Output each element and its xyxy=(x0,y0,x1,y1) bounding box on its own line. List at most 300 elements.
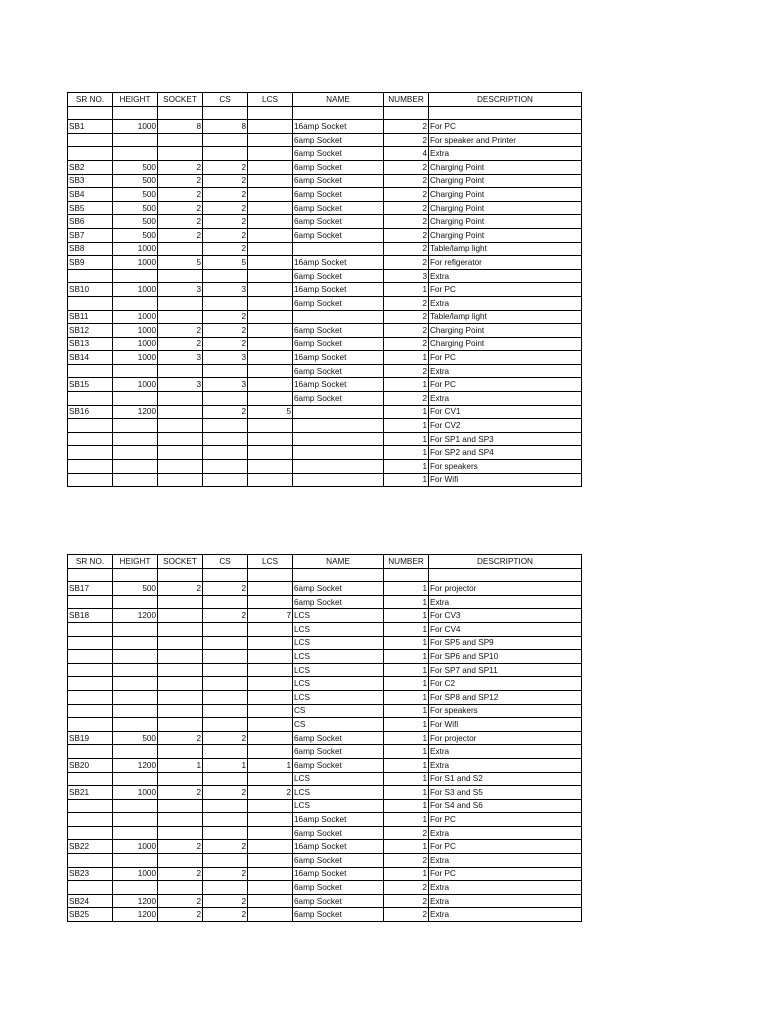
cell-height: 1000 xyxy=(113,840,158,854)
cell-number: 2 xyxy=(384,174,429,188)
cell-name: 6amp Socket xyxy=(293,595,384,609)
cell-socket xyxy=(158,147,203,161)
cell-description: Charging Point xyxy=(429,215,582,229)
cell-description: Extra xyxy=(429,392,582,406)
cell-description: For SP7 and SP11 xyxy=(429,663,582,677)
cell-cs xyxy=(203,419,248,433)
cell-height xyxy=(113,568,158,582)
cell-cs xyxy=(203,813,248,827)
cell-number: 2 xyxy=(384,324,429,338)
cell-name xyxy=(293,446,384,460)
col-header-socket: SOCKET xyxy=(158,93,203,107)
cell-name: LCS xyxy=(293,677,384,691)
cell-number: 2 xyxy=(384,908,429,922)
cell-sr-no xyxy=(68,677,113,691)
cell-height xyxy=(113,473,158,487)
cell-number: 3 xyxy=(384,269,429,283)
cell-height xyxy=(113,663,158,677)
header-row xyxy=(68,93,582,107)
cell-cs: 2 xyxy=(203,609,248,623)
table-row xyxy=(68,378,582,392)
cell-height: 1000 xyxy=(113,378,158,392)
cell-sr-no xyxy=(68,799,113,813)
cell-name: LCS xyxy=(293,650,384,664)
cell-lcs xyxy=(248,867,293,881)
cell-number: 2 xyxy=(384,201,429,215)
cell-description: Charging Point xyxy=(429,160,582,174)
cell-description: For speaker and Printer xyxy=(429,133,582,147)
table-row xyxy=(68,215,582,229)
table-row xyxy=(68,256,582,270)
cell-description: Extra xyxy=(429,745,582,759)
cell-socket: 2 xyxy=(158,201,203,215)
table-row xyxy=(68,228,582,242)
cell-sr-no xyxy=(68,392,113,406)
cell-sr-no: SB18 xyxy=(68,609,113,623)
cell-cs: 2 xyxy=(203,174,248,188)
cell-height: 500 xyxy=(113,188,158,202)
cell-lcs xyxy=(248,663,293,677)
col-header-height: HEIGHT xyxy=(113,555,158,569)
cell-cs xyxy=(203,446,248,460)
cell-sr-no xyxy=(68,636,113,650)
cell-name: 6amp Socket xyxy=(293,147,384,161)
cell-socket xyxy=(158,392,203,406)
cell-sr-no: SB15 xyxy=(68,378,113,392)
cell-lcs xyxy=(248,215,293,229)
cell-description: Extra xyxy=(429,595,582,609)
cell-height xyxy=(113,622,158,636)
cell-number: 2 xyxy=(384,310,429,324)
cell-height xyxy=(113,745,158,759)
cell-socket: 3 xyxy=(158,283,203,297)
cell-cs: 2 xyxy=(203,310,248,324)
cell-description: Table/lamp light xyxy=(429,310,582,324)
cell-lcs xyxy=(248,133,293,147)
col-header-description: DESCRIPTION xyxy=(429,93,582,107)
col-header-sr-no: SR NO. xyxy=(68,93,113,107)
cell-lcs xyxy=(248,718,293,732)
cell-lcs xyxy=(248,160,293,174)
cell-socket: 2 xyxy=(158,840,203,854)
cell-height xyxy=(113,650,158,664)
cell-name: 6amp Socket xyxy=(293,364,384,378)
cell-number: 2 xyxy=(384,133,429,147)
table-row xyxy=(68,174,582,188)
cell-sr-no: SB20 xyxy=(68,758,113,772)
cell-name: 6amp Socket xyxy=(293,392,384,406)
cell-sr-no: SB9 xyxy=(68,256,113,270)
cell-sr-no xyxy=(68,813,113,827)
cell-height xyxy=(113,106,158,120)
cell-description: Charging Point xyxy=(429,174,582,188)
cell-socket xyxy=(158,718,203,732)
cell-height: 1000 xyxy=(113,324,158,338)
cell-lcs xyxy=(248,745,293,759)
cell-number: 2 xyxy=(384,854,429,868)
cell-height xyxy=(113,772,158,786)
cell-description: For CV4 xyxy=(429,622,582,636)
cell-name: 6amp Socket xyxy=(293,745,384,759)
cell-lcs xyxy=(248,582,293,596)
cell-cs xyxy=(203,718,248,732)
cell-number: 1 xyxy=(384,419,429,433)
cell-lcs xyxy=(248,378,293,392)
cell-height xyxy=(113,446,158,460)
cell-name: 6amp Socket xyxy=(293,826,384,840)
cell-height: 1200 xyxy=(113,609,158,623)
table-row xyxy=(68,854,582,868)
cell-sr-no xyxy=(68,568,113,582)
cell-height: 1000 xyxy=(113,310,158,324)
cell-name: 16amp Socket xyxy=(293,256,384,270)
col-header-name: NAME xyxy=(293,93,384,107)
cell-sr-no: SB10 xyxy=(68,283,113,297)
cell-lcs xyxy=(248,256,293,270)
cell-name: 6amp Socket xyxy=(293,731,384,745)
cell-description: Charging Point xyxy=(429,228,582,242)
table-row xyxy=(68,147,582,161)
cell-socket: 2 xyxy=(158,174,203,188)
cell-description: Charging Point xyxy=(429,188,582,202)
cell-cs: 2 xyxy=(203,215,248,229)
table-row xyxy=(68,324,582,338)
table-row xyxy=(68,813,582,827)
cell-socket xyxy=(158,881,203,895)
cell-number: 1 xyxy=(384,799,429,813)
cell-socket xyxy=(158,473,203,487)
cell-cs xyxy=(203,622,248,636)
cell-sr-no: SB21 xyxy=(68,786,113,800)
cell-height xyxy=(113,636,158,650)
cell-lcs xyxy=(248,704,293,718)
cell-number: 1 xyxy=(384,595,429,609)
table-row xyxy=(68,718,582,732)
cell-sr-no xyxy=(68,147,113,161)
cell-cs: 5 xyxy=(203,256,248,270)
cell-cs: 8 xyxy=(203,120,248,134)
cell-description: For PC xyxy=(429,120,582,134)
cell-number: 2 xyxy=(384,256,429,270)
cell-cs: 2 xyxy=(203,242,248,256)
cell-cs: 2 xyxy=(203,786,248,800)
cell-socket xyxy=(158,854,203,868)
cell-sr-no xyxy=(68,718,113,732)
col-header-sr-no: SR NO. xyxy=(68,555,113,569)
cell-number: 1 xyxy=(384,622,429,636)
cell-cs xyxy=(203,704,248,718)
table-row xyxy=(68,283,582,297)
cell-name: 16amp Socket xyxy=(293,351,384,365)
cell-sr-no xyxy=(68,446,113,460)
cell-sr-no xyxy=(68,419,113,433)
cell-cs: 3 xyxy=(203,283,248,297)
cell-cs: 2 xyxy=(203,160,248,174)
cell-description: Extra xyxy=(429,908,582,922)
cell-description: For S1 and S2 xyxy=(429,772,582,786)
cell-height: 1200 xyxy=(113,405,158,419)
cell-description: Extra xyxy=(429,894,582,908)
cell-sr-no xyxy=(68,854,113,868)
table-row xyxy=(68,419,582,433)
cell-sr-no xyxy=(68,826,113,840)
cell-number: 2 xyxy=(384,188,429,202)
col-header-name: NAME xyxy=(293,555,384,569)
cell-number: 1 xyxy=(384,758,429,772)
cell-description: Extra xyxy=(429,296,582,310)
cell-lcs xyxy=(248,690,293,704)
cell-description: Extra xyxy=(429,826,582,840)
cell-sr-no xyxy=(68,704,113,718)
cell-socket xyxy=(158,704,203,718)
cell-socket xyxy=(158,460,203,474)
cell-height xyxy=(113,690,158,704)
cell-height: 1000 xyxy=(113,337,158,351)
cell-lcs xyxy=(248,228,293,242)
cell-number: 2 xyxy=(384,296,429,310)
cell-socket xyxy=(158,650,203,664)
cell-cs: 2 xyxy=(203,201,248,215)
table-row xyxy=(68,758,582,772)
table-row xyxy=(68,704,582,718)
cell-cs xyxy=(203,690,248,704)
cell-sr-no: SB7 xyxy=(68,228,113,242)
cell-cs: 2 xyxy=(203,840,248,854)
cell-cs xyxy=(203,364,248,378)
cell-sr-no xyxy=(68,133,113,147)
cell-cs xyxy=(203,460,248,474)
cell-height: 1200 xyxy=(113,894,158,908)
cell-sr-no xyxy=(68,364,113,378)
cell-sr-no xyxy=(68,745,113,759)
cell-name: 16amp Socket xyxy=(293,283,384,297)
cell-lcs: 2 xyxy=(248,786,293,800)
cell-socket xyxy=(158,133,203,147)
cell-socket xyxy=(158,568,203,582)
cell-height xyxy=(113,364,158,378)
cell-cs xyxy=(203,568,248,582)
cell-socket: 5 xyxy=(158,256,203,270)
cell-cs xyxy=(203,147,248,161)
cell-name: LCS xyxy=(293,663,384,677)
cell-height: 1000 xyxy=(113,283,158,297)
table-row xyxy=(68,881,582,895)
cell-socket xyxy=(158,106,203,120)
cell-cs xyxy=(203,854,248,868)
table-row xyxy=(68,840,582,854)
cell-name: 6amp Socket xyxy=(293,881,384,895)
cell-lcs xyxy=(248,364,293,378)
table-row xyxy=(68,392,582,406)
cell-lcs xyxy=(248,568,293,582)
cell-cs: 2 xyxy=(203,731,248,745)
cell-name: 6amp Socket xyxy=(293,296,384,310)
cell-socket xyxy=(158,446,203,460)
table-row xyxy=(68,337,582,351)
cell-sr-no xyxy=(68,622,113,636)
cell-socket: 2 xyxy=(158,894,203,908)
cell-number: 1 xyxy=(384,609,429,623)
cell-number: 1 xyxy=(384,473,429,487)
cell-number: 2 xyxy=(384,894,429,908)
cell-lcs: 5 xyxy=(248,405,293,419)
socket-schedule-table-2 xyxy=(67,554,582,922)
cell-height xyxy=(113,296,158,310)
cell-name xyxy=(293,460,384,474)
cell-number: 1 xyxy=(384,690,429,704)
cell-sr-no: SB16 xyxy=(68,405,113,419)
cell-description: For C2 xyxy=(429,677,582,691)
cell-cs xyxy=(203,106,248,120)
cell-height xyxy=(113,854,158,868)
table-row xyxy=(68,826,582,840)
table-row xyxy=(68,568,582,582)
cell-cs xyxy=(203,745,248,759)
cell-description: For Wifi xyxy=(429,718,582,732)
cell-lcs xyxy=(248,622,293,636)
cell-name xyxy=(293,106,384,120)
cell-cs xyxy=(203,432,248,446)
cell-number: 1 xyxy=(384,432,429,446)
cell-socket: 2 xyxy=(158,867,203,881)
col-header-height: HEIGHT xyxy=(113,93,158,107)
cell-number: 2 xyxy=(384,160,429,174)
cell-height: 500 xyxy=(113,174,158,188)
cell-number: 4 xyxy=(384,147,429,161)
cell-number: 2 xyxy=(384,881,429,895)
cell-sr-no xyxy=(68,473,113,487)
cell-socket xyxy=(158,269,203,283)
cell-name: 6amp Socket xyxy=(293,174,384,188)
cell-socket: 1 xyxy=(158,758,203,772)
cell-lcs xyxy=(248,813,293,827)
cell-number: 1 xyxy=(384,446,429,460)
table-row xyxy=(68,310,582,324)
table-row xyxy=(68,609,582,623)
cell-number: 1 xyxy=(384,718,429,732)
cell-height: 500 xyxy=(113,731,158,745)
cell-description: For CV3 xyxy=(429,609,582,623)
table-row xyxy=(68,242,582,256)
cell-sr-no: SB25 xyxy=(68,908,113,922)
table-row xyxy=(68,106,582,120)
cell-number: 1 xyxy=(384,704,429,718)
cell-number: 1 xyxy=(384,677,429,691)
cell-name: CS xyxy=(293,718,384,732)
table-row xyxy=(68,772,582,786)
cell-name: 6amp Socket xyxy=(293,160,384,174)
cell-description: For S4 and S6 xyxy=(429,799,582,813)
cell-description: Extra xyxy=(429,269,582,283)
cell-lcs xyxy=(248,799,293,813)
cell-description: For refigerator xyxy=(429,256,582,270)
cell-height xyxy=(113,392,158,406)
cell-description: Extra xyxy=(429,854,582,868)
cell-description: For PC xyxy=(429,813,582,827)
cell-lcs xyxy=(248,242,293,256)
cell-lcs xyxy=(248,840,293,854)
col-header-number: NUMBER xyxy=(384,93,429,107)
cell-lcs xyxy=(248,337,293,351)
cell-socket xyxy=(158,405,203,419)
cell-height: 1000 xyxy=(113,120,158,134)
cell-sr-no: SB17 xyxy=(68,582,113,596)
cell-lcs xyxy=(248,595,293,609)
cell-number: 2 xyxy=(384,364,429,378)
cell-number: 1 xyxy=(384,650,429,664)
cell-socket xyxy=(158,745,203,759)
cell-name: 16amp Socket xyxy=(293,840,384,854)
cell-name: LCS xyxy=(293,799,384,813)
cell-lcs xyxy=(248,269,293,283)
cell-name xyxy=(293,432,384,446)
cell-name: LCS xyxy=(293,690,384,704)
col-header-lcs: LCS xyxy=(248,555,293,569)
cell-number: 1 xyxy=(384,867,429,881)
cell-height xyxy=(113,718,158,732)
cell-lcs xyxy=(248,419,293,433)
cell-number xyxy=(384,106,429,120)
cell-description: For PC xyxy=(429,378,582,392)
col-header-cs: CS xyxy=(203,93,248,107)
cell-lcs xyxy=(248,446,293,460)
cell-cs: 2 xyxy=(203,867,248,881)
cell-sr-no: SB4 xyxy=(68,188,113,202)
cell-number: 1 xyxy=(384,731,429,745)
cell-description: For Wifi xyxy=(429,473,582,487)
cell-number: 2 xyxy=(384,337,429,351)
cell-sr-no: SB24 xyxy=(68,894,113,908)
cell-socket: 2 xyxy=(158,786,203,800)
cell-socket xyxy=(158,690,203,704)
cell-sr-no xyxy=(68,432,113,446)
cell-description: For SP1 and SP3 xyxy=(429,432,582,446)
cell-number: 1 xyxy=(384,582,429,596)
cell-sr-no: SB13 xyxy=(68,337,113,351)
cell-socket: 2 xyxy=(158,908,203,922)
cell-name: 6amp Socket xyxy=(293,215,384,229)
cell-description: Charging Point xyxy=(429,337,582,351)
cell-lcs xyxy=(248,147,293,161)
cell-description: For PC xyxy=(429,840,582,854)
cell-height: 500 xyxy=(113,228,158,242)
cell-height xyxy=(113,432,158,446)
cell-height xyxy=(113,677,158,691)
cell-lcs xyxy=(248,283,293,297)
cell-cs xyxy=(203,826,248,840)
table-row xyxy=(68,663,582,677)
cell-socket: 2 xyxy=(158,324,203,338)
cell-height: 1000 xyxy=(113,256,158,270)
table-row xyxy=(68,650,582,664)
cell-sr-no xyxy=(68,690,113,704)
cell-socket: 2 xyxy=(158,228,203,242)
cell-description: Charging Point xyxy=(429,201,582,215)
cell-cs: 2 xyxy=(203,337,248,351)
cell-sr-no: SB6 xyxy=(68,215,113,229)
cell-lcs xyxy=(248,201,293,215)
col-header-description: DESCRIPTION xyxy=(429,555,582,569)
cell-socket xyxy=(158,636,203,650)
cell-socket: 3 xyxy=(158,378,203,392)
cell-description: Extra xyxy=(429,147,582,161)
cell-cs: 2 xyxy=(203,405,248,419)
cell-description xyxy=(429,106,582,120)
table-row xyxy=(68,745,582,759)
table-row xyxy=(68,867,582,881)
cell-description: For projector xyxy=(429,582,582,596)
table-row xyxy=(68,269,582,283)
